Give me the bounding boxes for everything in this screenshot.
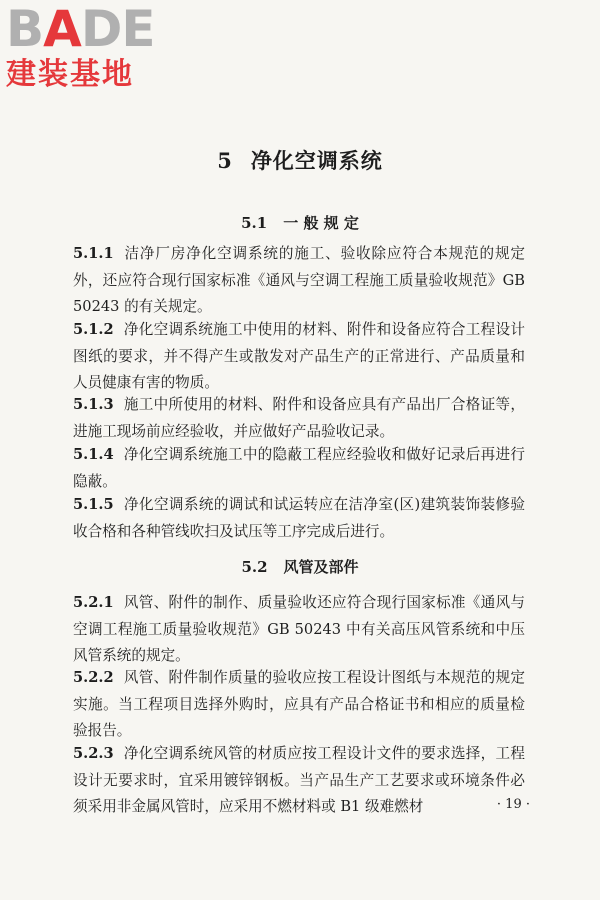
clause-number: 5.2.2	[73, 669, 114, 686]
clause-number: 5.1.4	[73, 446, 114, 463]
clause-text: 施工中所使用的材料、附件和设备应具有产品出厂合格证等，进施工现场前应经验收，并应做好产品验收记录。	[73, 396, 525, 440]
section-heading	[0, 212, 600, 233]
chapter-heading	[0, 145, 600, 175]
chapter-number: 5	[217, 148, 233, 173]
clause-text: 净化空调系统风管的材质应按工程设计文件的要求选择，工程设计无要求时，宜采用镀锌钢板。当产品生产工艺要求或环境条件必须采用非金属风管时，应采用不燃材料或 B1 级难燃材	[73, 745, 525, 815]
page-number: · 19 ·	[496, 797, 530, 812]
section-heading	[0, 556, 600, 577]
clause-text: 净化空调系统施工中的隐蔽工程应经验收和做好记录后再进行隐蔽。	[73, 446, 525, 490]
clause-number: 5.2.1	[73, 594, 114, 611]
clause-number: 5.1.2	[73, 321, 114, 338]
clause	[73, 442, 525, 495]
section-title: 一 般 规 定	[283, 214, 359, 232]
clause-text: 洁净厂房净化空调系统的施工、验收除应符合本规范的规定外，还应符合现行国家标准《通风与空调工程施工质量验收规范》GB 50243 的有关规定。	[73, 245, 525, 315]
logo-mark: BADE	[6, 0, 155, 58]
section-number: 5.2	[241, 558, 268, 576]
section-title: 风管及部件	[283, 558, 359, 576]
brand-logo	[6, 0, 155, 92]
clause-text: 风管、附件制作质量的验收应按工程设计图纸与本规范的规定实施。当工程项目选择外购时，应具有产品合格证书和相应的质量检验报告。	[73, 669, 525, 739]
clause-text: 风管、附件的制作、质量验收还应符合现行国家标准《通风与空调工程施工质量验收规范》GB 50243 中有关高压风管系统和中压风管系统的规定。	[73, 594, 525, 664]
section-number: 5.1	[241, 214, 268, 232]
clause	[73, 392, 525, 445]
clause-number: 5.1.1	[73, 245, 114, 262]
logo-subtitle: 建装基地	[6, 57, 134, 92]
clause	[73, 241, 525, 321]
chapter-title: 净化空调系统	[250, 148, 383, 173]
clause	[73, 590, 525, 670]
clause	[73, 317, 525, 397]
clause-text: 净化空调系统施工中使用的材料、附件和设备应符合工程设计图纸的要求，并不得产生或散发对产品生产的正常进行、产品质量和人员健康有害的物质。	[73, 321, 525, 391]
clause-text: 净化空调系统的调试和试运转应在洁净室(区)建筑装饰装修验收合格和各种管线吹扫及试压等工序完成后进行。	[73, 496, 525, 540]
clause	[73, 665, 525, 745]
clause-number: 5.1.3	[73, 396, 114, 413]
clause	[73, 492, 525, 545]
clause-number: 5.2.3	[73, 745, 114, 762]
clause-number: 5.1.5	[73, 496, 114, 513]
